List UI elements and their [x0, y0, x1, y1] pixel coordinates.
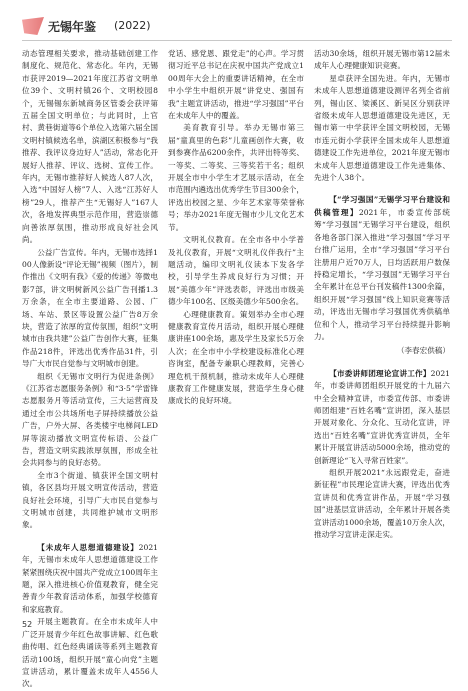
paragraph-continued: 党话、感党恩、跟党走”的心声。学习贯彻习近平总书记在庆祝中国共产党成立100周年大会上的重要讲话精神，在全市中小学生中组织开展“讲党史、强国有我”主题宣讲活动，推进“学习强国”平台在未成年人中的覆盖。	[168, 49, 304, 121]
section-heading: 【“学习强国”无锡学习平台建设和供稿管理】	[314, 195, 450, 217]
paragraph: 组织《无锡市文明行为促进条例》《江苏省志愿服务条例》和“3·5”学雷锋志愿服务月等活动宣传，三大运营商及通过全市公共场所电子屏持续播放公益广告，户外大屏、各类楼宇电梯间LED屏等滚动播放文明宣传标语、公益广告，营造文明实践浓厚氛围，形成全社会共同参与的良好态势。	[22, 371, 158, 468]
section-body: 2021年，市委宣传部统筹“学习强国”无锡学习平台建设，组织各地各部门深入推进“学习强国”学习平台推广运用，全市“学习强国”学习平台注册用户近70万人，日均活跃用户数保持稳定增长，“学习强国”无锡学习平台全年累计在总平台刊发稿件1300余篇，组织开展“学习强国”线上知识竞赛等活动，评选出无锡市学习强国优秀供稿单位和个人，推动学习平台持续提升影响力。	[314, 207, 450, 341]
section-heading: 【未成年人思想道德建设】	[37, 542, 139, 552]
section-heading: 【市委讲师团理论宣讲工作】	[329, 368, 431, 378]
section-body: 2021年，市委讲师团组织开展党的十九届六中全会精神宣讲，市委宣传部、市委讲师团组建“百姓名嘴”宣讲团，深入基层开展对象化、分众化、互动化宣讲，评选出“百姓名嘴”宣讲优秀宣讲员，全年累计开展宣讲活动5000余场，推动党的创新理论“飞入寻常百姓家”。	[314, 368, 450, 465]
text-column-3	[314, 48, 450, 618]
text-column-2	[168, 48, 304, 618]
section-paragraph	[314, 368, 450, 467]
section-paragraph	[314, 194, 450, 343]
paragraph: 开展主题教育。在全市未成年人中广泛开展青少年红色故事讲解、红色歌曲传唱、红色经典诵读等系列主题教育活动100场，组织开展“童心向党”主题宣讲活动，累计覆盖未成年人4556人次。	[22, 617, 158, 689]
yearbook-title: 无锡年鉴	[48, 20, 97, 34]
paragraph: 星卓获评全国先进。年内，无锡市未成年人思想道德建设测评名列全省前列，锡山区、梁溪区、新吴区分别获评省级未成年人思想道德建设先进区，无锡市第一中学获评全国文明校园，无锡市连元街小学获评全国未成年人思想道德建设工作先进单位，2021年度无锡市未成年人思想道德建设工作先进集体、先进个人38个。	[314, 73, 450, 183]
paragraph-continued: 动态管理相关要求，推动基础创建工作制度化、规范化、常态化。年内，无锡市获评2019—2021年度江苏省文明单位39个、文明村镇26个、文明校园8个，无锡锡东新城商务区管委会获评第五届全国文明单位；与此同时，上官村、黄巷街道等6个单位入选第六届全国文明村镇候选名单，滨湖区积极参与“我推荐、我评议身边好人”活动，常态化开展好人推荐、评议、选树、宣传工作。年内，无锡市推荐好人候选人87人次，入选“中国好人榜”7人、入选“江苏好人榜”29人，推荐产生“无锡好人”167人次，各地发挥典型示范作用，营造崇德向善浓厚氛围，推动形成良好社会风尚。	[22, 49, 158, 245]
paragraph-continued: 活动30余场，组织开展无锡市第12届未成年人心理健康知识竞赛。	[314, 49, 450, 71]
yearbook-year: (2022)	[114, 19, 151, 32]
page-number: 52	[22, 620, 33, 629]
paragraph: 心理健康教育。策划举办全市心理健康教育宣传月活动，组织开展心理健康讲座100余场，惠及学生及家长5万余人次；在全市中小学校建设标准化心理咨询室，配备专兼职心理教师，完善心理危机干预机制，推动未成年人心理健康教育工作健康发展，营造学生身心健康成长的良好环境。	[168, 309, 304, 406]
contributor-credit: （李春宏供稿）	[396, 346, 450, 356]
paragraph: 文明礼仪教育。在全市各中小学普及礼仪教育，开展“文明礼仪伴我行”主题活动，编印文明礼仪读本下发各学校，引导学生养成良好行为习惯；开展“美德少年”评选表彰，评选出市级美德少年100名、区级美德少年500余名。	[168, 235, 304, 307]
page-header	[22, 14, 452, 38]
paragraph: 美育教育引导。举办无锡市第三届“童真里的色彩”儿童画创作大赛，收到参赛作品6200余件，共评出特等奖、一等奖、二等奖、三等奖若干名；组织开展全市中小学生才艺展示活动，在全市范围内遴选出优秀学生节目300余个，评选出校园之星、少年艺术家等荣誉称号；举办2021年度无锡市少儿文化艺术节。	[168, 123, 304, 232]
section-paragraph	[22, 542, 158, 616]
section-body: 2021年，无锡市未成年人思想道德建设工作紧紧围绕庆祝中国共产党成立100周年主题，深入推进核心价值观教育，健全完善青少年教育活动体系，加强学校德育和家庭教育。	[22, 542, 158, 614]
paragraph: 公益广告宣传。年内，无锡市选择100人像新设“评论无锡”视频（图片），制作推出《文明有我》《爱的传递》等微电影7部，讲文明树新风公益广告刊播1.3万余条，在全市主要道路、公园、广场、车站、景区等设置公益广告8万余块，营造了浓厚的宣传氛围，组织“文明城市由我共建”公益广告创作大赛，征集作品218件，评选出优秀作品31件，引导广大市民自觉参与文明城市创建。	[22, 247, 158, 369]
yearbook-logo-icon	[22, 17, 44, 35]
paragraph: 全市3个街道、镇获评全国文明村镇，各区县均开展文明宣传活动，营造良好社会环境，引导广大市民自觉参与文明城市创建，共同维护城市文明形象。	[22, 470, 158, 530]
paragraph: 组织开展2021“永远跟党走，奋进新征程”市民理论宣讲大赛，评选出优秀宣讲员和优秀宣讲作品，开展“学习强国”进基层宣讲活动，全年累计开展各类宣讲活动1000余场，覆盖10万余人次，推动学习宣讲走深走实。	[314, 468, 450, 540]
header-divider	[22, 40, 452, 41]
